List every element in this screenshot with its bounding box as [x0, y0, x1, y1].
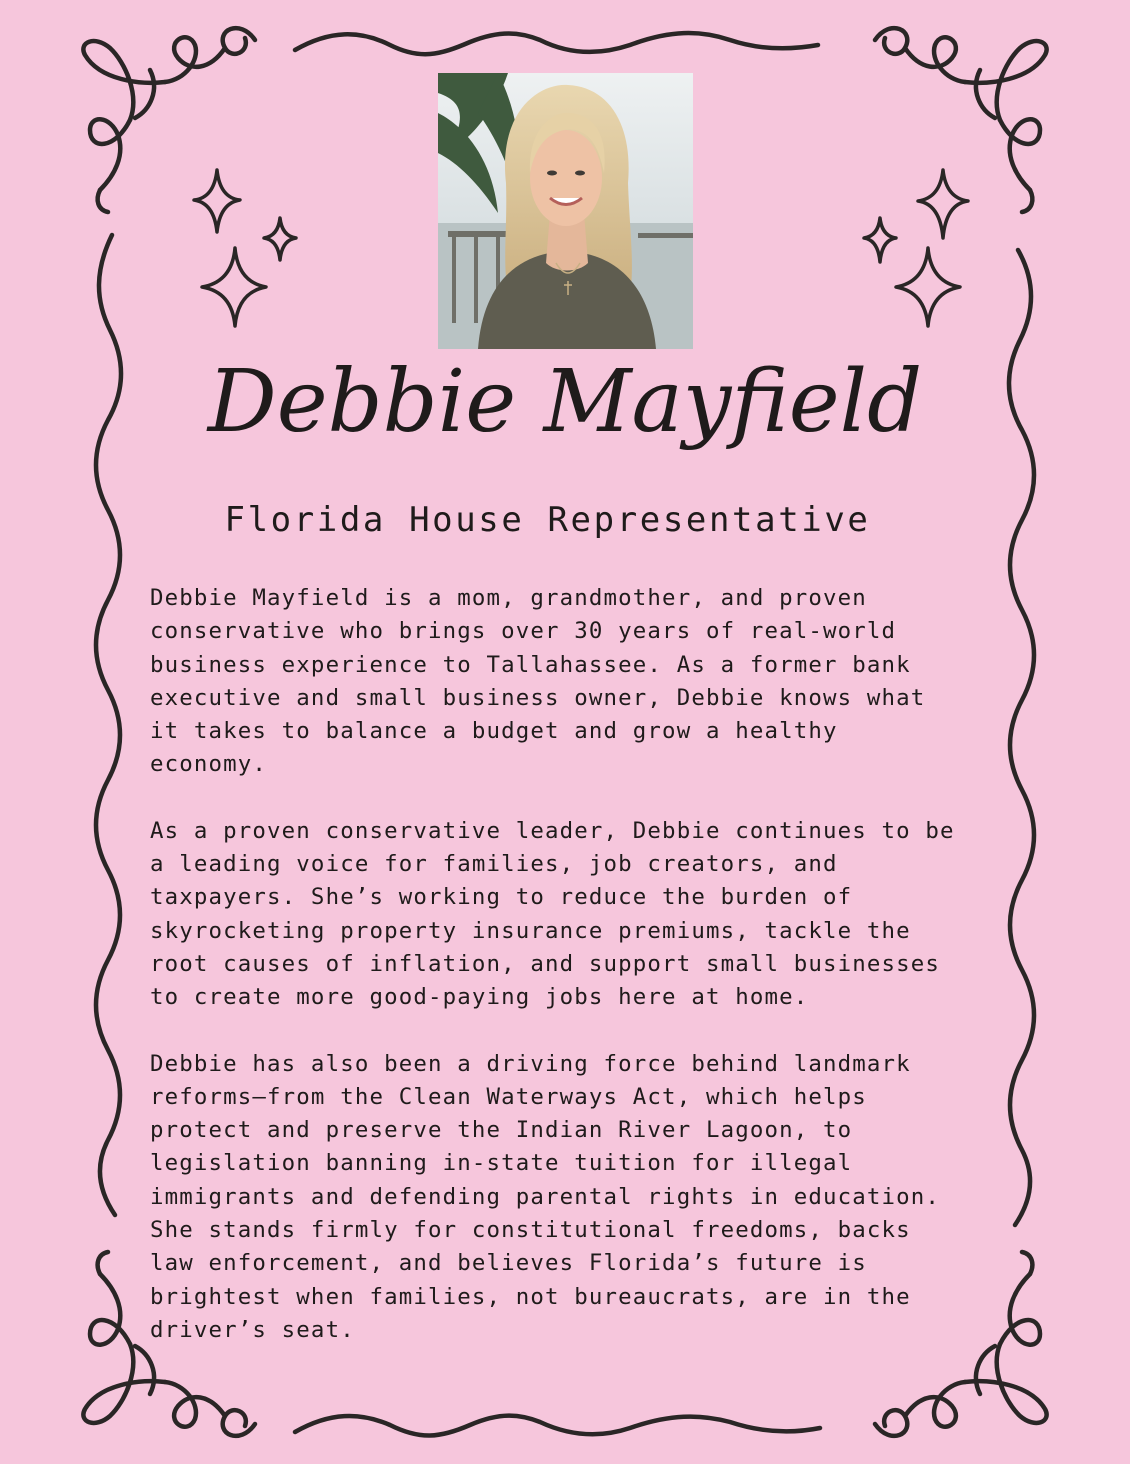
sparkle-icon [896, 248, 960, 326]
candidate-title: Florida House Representative [224, 500, 871, 540]
profile-photo [438, 73, 693, 349]
bio-paragraph: Debbie has also been a driving force behind landmark reforms—from the Clean Waterways Act, which helps protect and preserve the Indian River Lagoon, to legislation banning in-state tuition for illegal immigrants and defending parental rights in education. She stands firmly for constitutional freedoms, backs law enforcement, and believes Florida’s future is brightest when families, not bureaucrats, are in the driver’s seat. [150, 1050, 941, 1343]
swirl-icon [875, 28, 1047, 212]
sparkle-icon [918, 170, 968, 238]
left-wave-border [96, 235, 121, 1215]
bottom-wave-border [295, 1416, 820, 1436]
candidate-name: Debbie Mayfield [207, 352, 923, 452]
biography [150, 582, 1030, 1380]
bio-paragraph: Debbie Mayfield is a mom, grandmother, and proven conservative who brings over 30 years of real-world business experience to Tallahassee. As a former bank executive and small business owner, Debbie knows what it takes to balance a budget and grow a healthy economy. [150, 585, 926, 778]
bio-paragraph: As a proven conservative leader, Debbie continues to be a leading voice for families, job creators, and taxpayers. She’s working to reduce the burden of skyrocketing property insurance premiums, tackle the root causes of inflation, and support small businesses to create more good-paying jobs here at home. [150, 817, 955, 1011]
sparkle-icon [202, 248, 266, 326]
sparkle-icon [264, 218, 296, 260]
sparkle-icon [864, 218, 896, 262]
sparkle-icon [194, 170, 240, 232]
top-wave-border [295, 33, 818, 54]
swirl-icon [83, 28, 255, 212]
